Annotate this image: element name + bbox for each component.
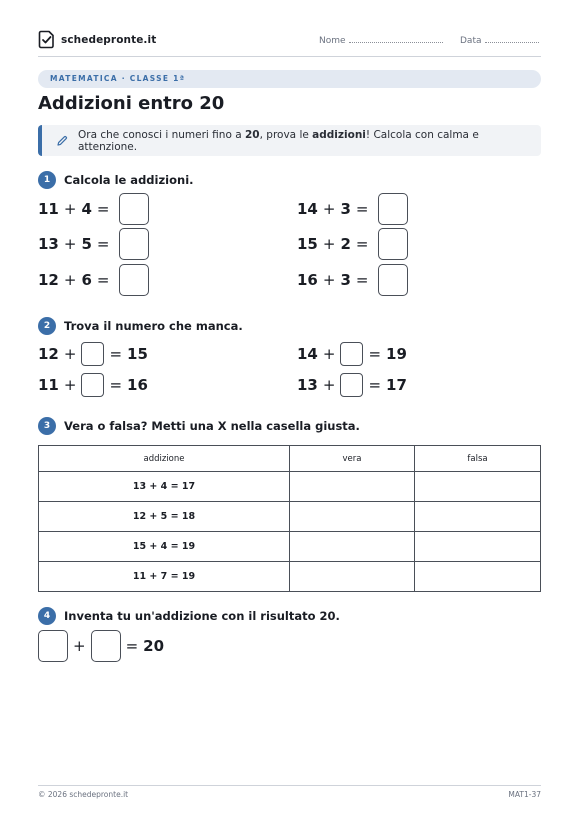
equation-row: 12 + 6 =	[38, 264, 149, 296]
addition-cell: 13 + 4 = 17	[39, 472, 290, 502]
false-cell[interactable]	[415, 562, 541, 592]
false-cell[interactable]	[415, 532, 541, 562]
section-1-heading	[38, 171, 194, 189]
table-row	[39, 562, 541, 592]
true-cell[interactable]	[290, 532, 415, 562]
section-number: 3	[38, 417, 56, 435]
pencil-icon	[56, 135, 68, 147]
addition-cell: 11 + 7 = 19	[39, 562, 290, 592]
table-header-row	[39, 446, 541, 472]
answer-box[interactable]	[378, 193, 408, 225]
equation-row: 16 + 3 =	[297, 264, 408, 296]
true-cell[interactable]	[290, 502, 415, 532]
section-number: 4	[38, 607, 56, 625]
checked-document-icon	[38, 30, 55, 49]
missing-box[interactable]	[81, 373, 104, 397]
equation-row: 15 + 2 =	[297, 228, 408, 260]
missing-number-row: 14 + = 19	[297, 342, 407, 366]
copyright: © 2026 schedepronte.it	[38, 790, 129, 799]
header-divider	[38, 56, 541, 57]
section-2-heading	[38, 317, 243, 335]
missing-number-row: 13 + = 17	[297, 373, 407, 397]
equation-row: 11 + 4 =	[38, 193, 149, 225]
answer-box[interactable]	[378, 228, 408, 260]
missing-number-row: 11 + = 16	[38, 373, 148, 397]
false-cell[interactable]	[415, 472, 541, 502]
answer-box[interactable]	[119, 264, 149, 296]
header-addition: addizione	[39, 446, 290, 472]
invent-addition-row: + = 20	[38, 630, 164, 662]
answer-box[interactable]	[119, 193, 149, 225]
section-title: Inventa tu un'addizione con il risultato 20.	[64, 609, 340, 623]
table-row	[39, 472, 541, 502]
equation-row: 13 + 5 =	[38, 228, 149, 260]
footer-divider	[38, 785, 541, 786]
section-4-heading	[38, 607, 340, 625]
date-field[interactable]	[460, 35, 539, 46]
addend-box[interactable]	[38, 630, 68, 662]
section-3-heading	[38, 417, 360, 435]
missing-box[interactable]	[340, 373, 363, 397]
true-false-table	[38, 445, 541, 592]
table-row	[39, 532, 541, 562]
page-title: Addizioni entro 20	[38, 93, 225, 114]
name-field[interactable]	[319, 35, 443, 46]
section-number: 2	[38, 317, 56, 335]
subject-bar: MATEMATICA · CLASSE 1ª	[38, 70, 541, 88]
true-cell[interactable]	[290, 472, 415, 502]
header-false: falsa	[415, 446, 541, 472]
answer-box[interactable]	[378, 264, 408, 296]
section-title: Trova il numero che manca.	[64, 319, 243, 333]
missing-box[interactable]	[340, 342, 363, 366]
missing-box[interactable]	[81, 342, 104, 366]
intro-callout	[38, 125, 541, 156]
section-title: Vera o falsa? Metti una X nella casella giusta.	[64, 419, 360, 433]
addition-cell: 15 + 4 = 19	[39, 532, 290, 562]
date-label: Data	[460, 36, 482, 46]
missing-number-row: 12 + = 15	[38, 342, 148, 366]
header-true: vera	[290, 446, 415, 472]
addition-cell: 12 + 5 = 18	[39, 502, 290, 532]
name-label: Nome	[319, 36, 346, 46]
section-number: 1	[38, 171, 56, 189]
page-header	[38, 30, 541, 54]
section-title: Calcola le addizioni.	[64, 173, 194, 187]
table-row	[39, 502, 541, 532]
true-cell[interactable]	[290, 562, 415, 592]
equation-row: 14 + 3 =	[297, 193, 408, 225]
answer-box[interactable]	[119, 228, 149, 260]
brand-name: schedepronte.it	[61, 33, 157, 46]
worksheet-code: MAT1-37	[508, 790, 541, 799]
brand-logo	[38, 30, 156, 49]
addend-box[interactable]	[91, 630, 121, 662]
false-cell[interactable]	[415, 502, 541, 532]
intro-text: Ora che conosci i numeri fino a 20, prova le addizioni! Calcola con calma e attenzione.	[78, 128, 479, 153]
